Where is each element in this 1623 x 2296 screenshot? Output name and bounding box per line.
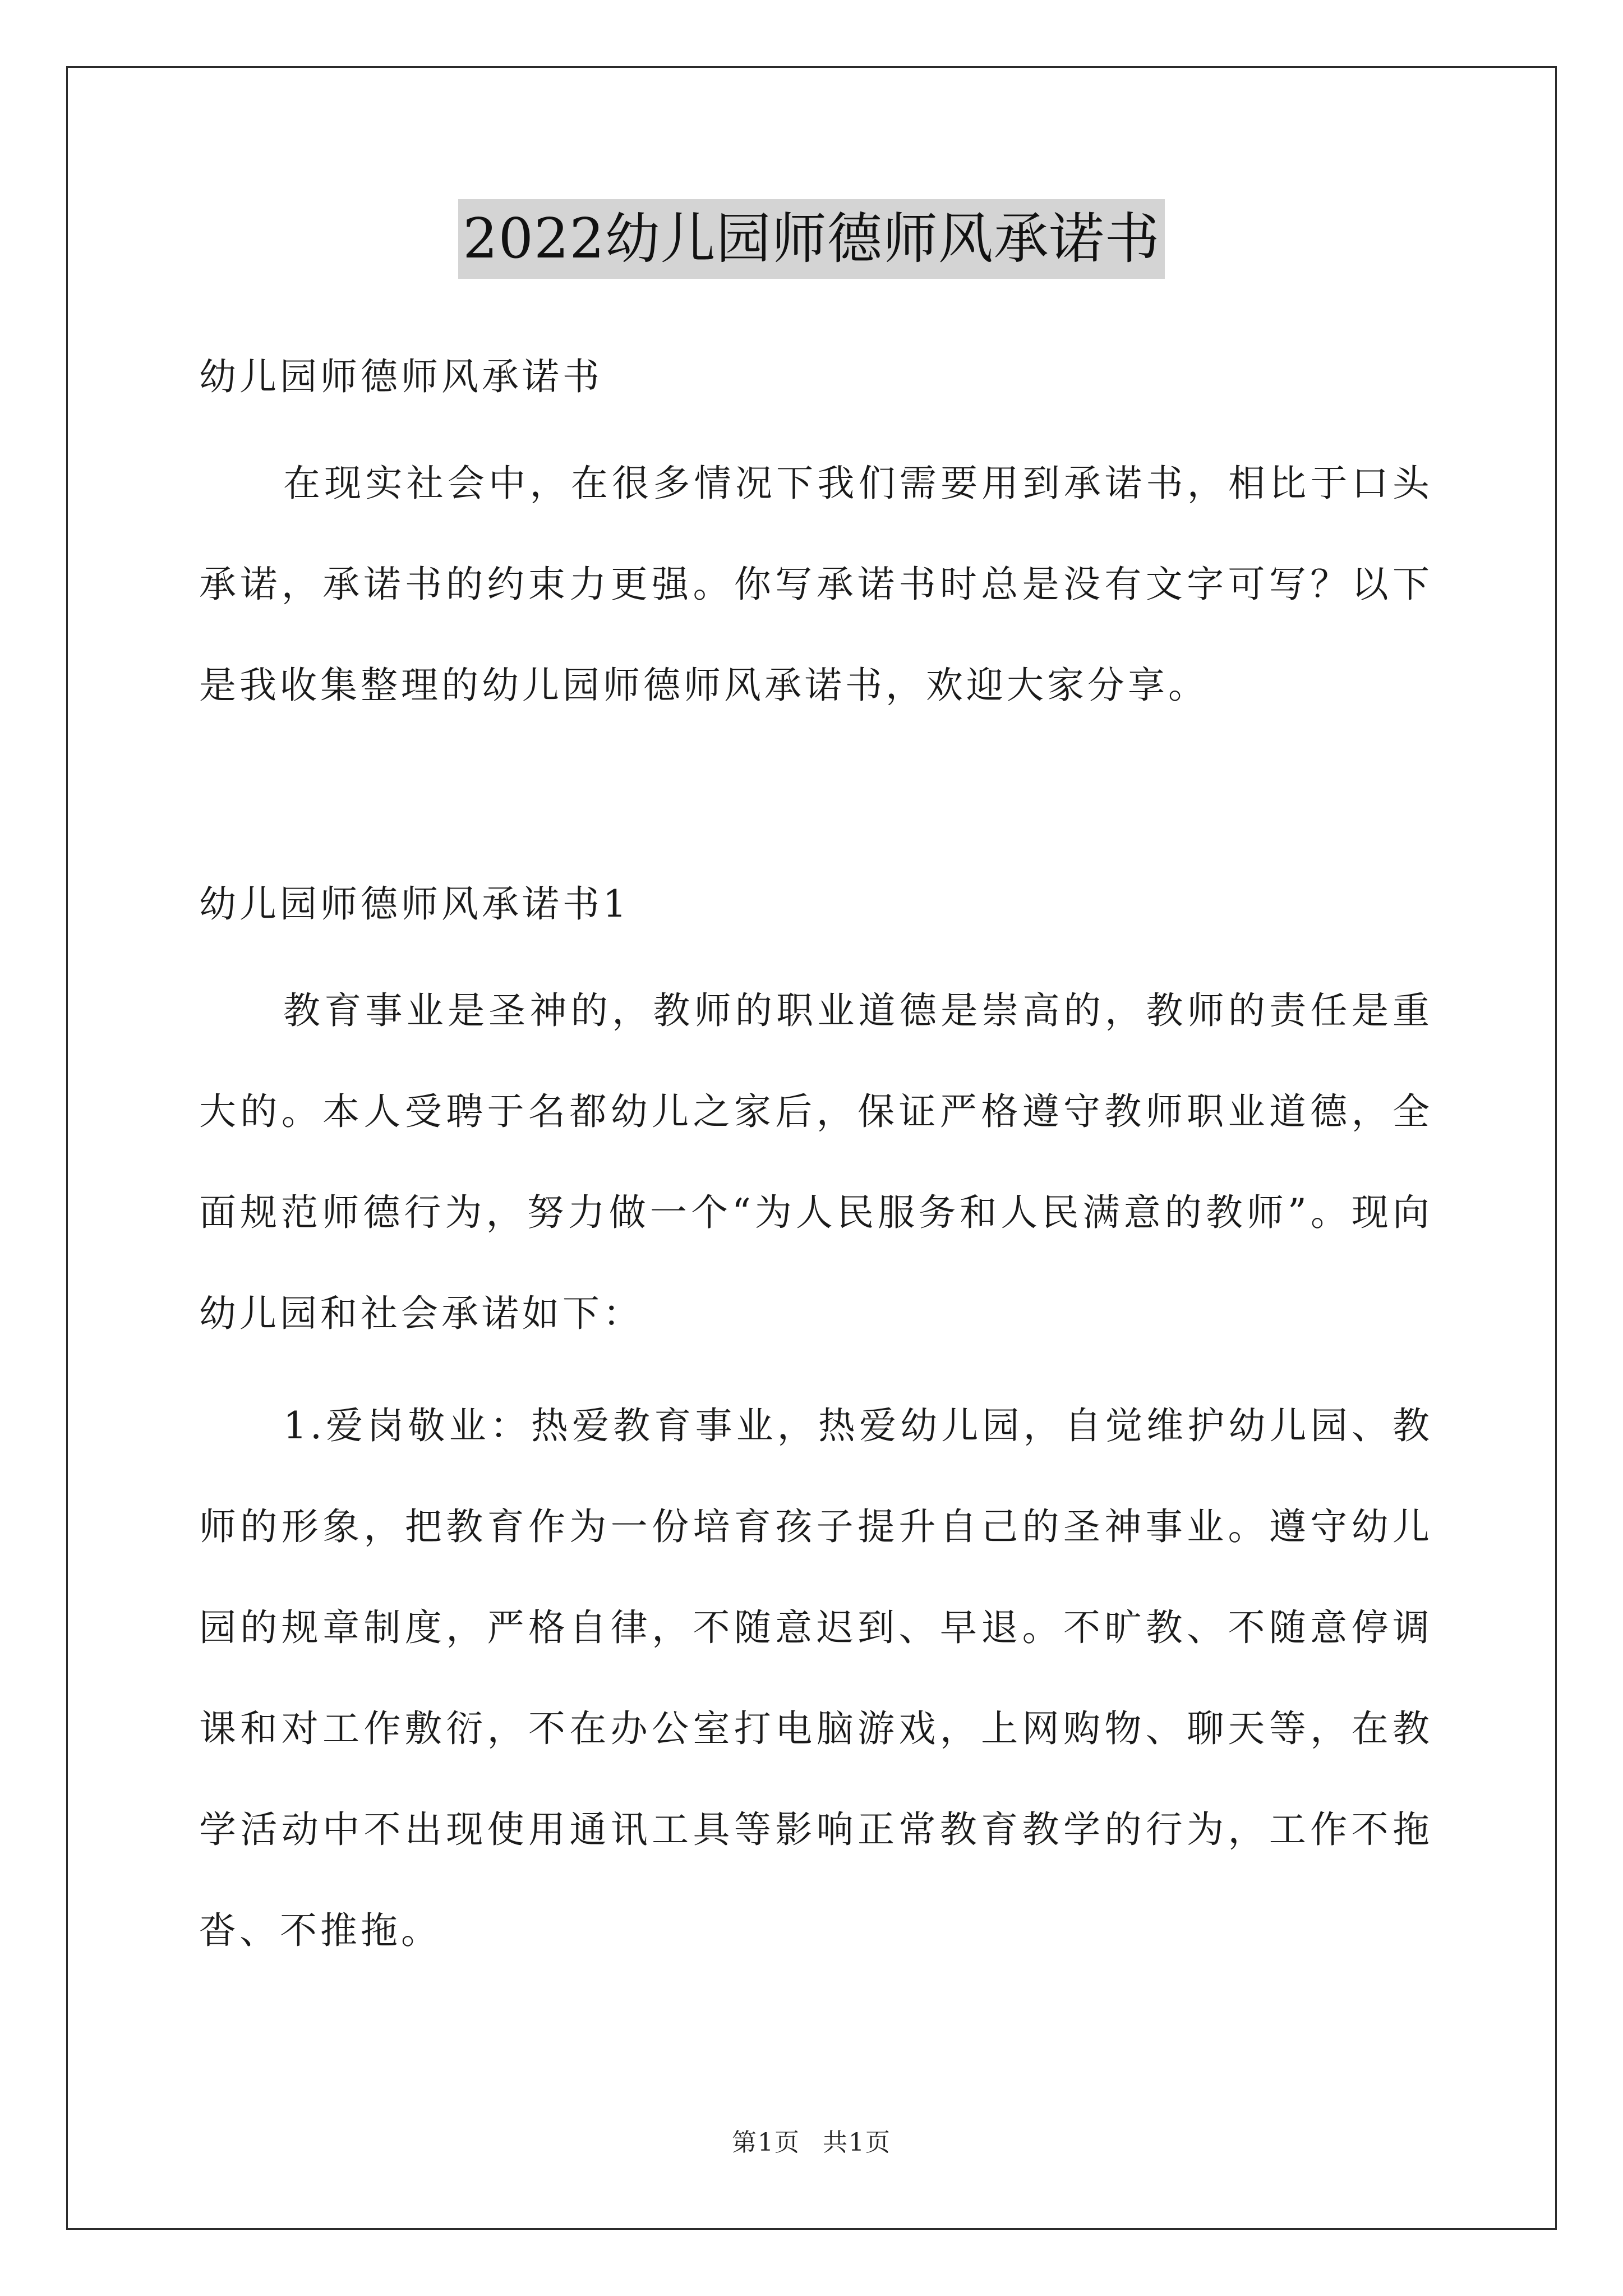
title-container: [0, 199, 1623, 279]
section-paragraph: 教育事业是圣神的，教师的职业道德是崇高的，教师的责任是重大的。本人受聘于名都幼儿之家后，保证严格遵守教师职业道德，全面规范师德行为，努力做一个“为人民服务和人民满意的教师”。现向幼儿园和社会承诺如下：: [199, 989, 1433, 1335]
intro-paragraph: 在现实社会中，在很多情况下我们需要用到承诺书，相比于口头承诺，承诺书的约束力更强。你写承诺书时总是没有文字可写？以下是我收集整理的幼儿园师德师风承诺书，欢迎大家分享。: [199, 462, 1433, 707]
document-subtitle: 幼儿园师德师风承诺书: [199, 355, 603, 398]
page-footer: [0, 2126, 1623, 2160]
page-number: 第1页: [732, 2128, 800, 2157]
commitment-item: 1.爱岗敬业：热爱教育事业，热爱幼儿园，自觉维护幼儿园、教师的形象，把教育作为一份培育孩子提升自己的圣神事业。遵守幼儿园的规章制度，严格自律，不随意迟到、早退。不旷教、不随意停调课和对工作敷衍，不在办公室打电脑游戏，上网购物、聊天等，在教学活动中不出现使用通讯工具等影响正常教育教学的行为，工作不拖沓、不推拖。: [199, 1404, 1433, 1952]
page-total: 共1页: [823, 2128, 891, 2157]
section-heading: 幼儿园师德师风承诺书1: [199, 882, 630, 926]
document-title: 2022幼儿园师德师风承诺书: [458, 199, 1164, 279]
